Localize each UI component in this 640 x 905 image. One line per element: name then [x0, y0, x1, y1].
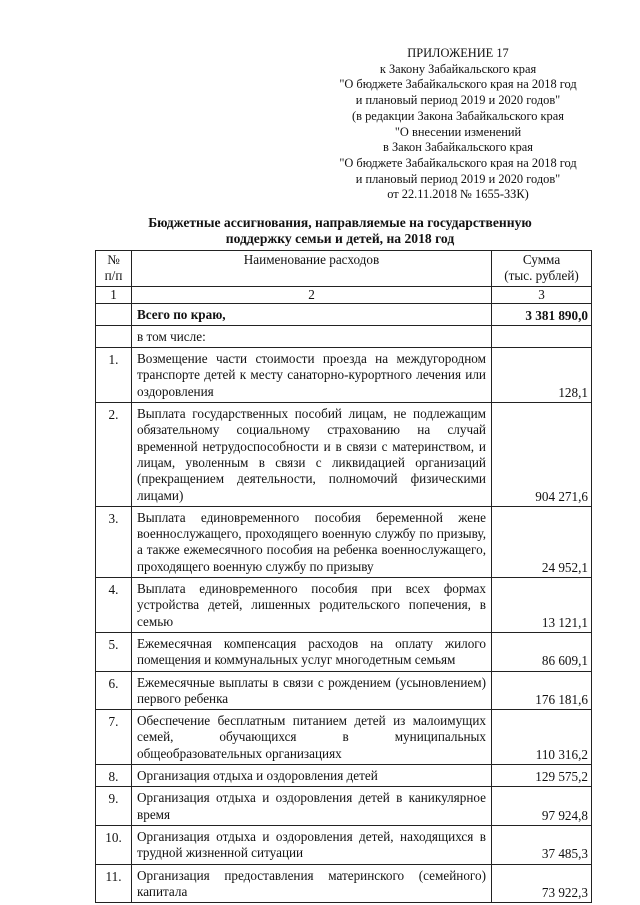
row-number: 9. [96, 787, 132, 826]
row-name: Организация отдыха и оздоровления детей [132, 765, 492, 787]
row-sum: 904 271,6 [492, 403, 592, 507]
row-number: 5. [96, 632, 132, 671]
row-sum: 37 485,3 [492, 825, 592, 864]
table-row [96, 506, 592, 577]
row-number: 6. [96, 671, 132, 710]
row-name: Организация отдыха и оздоровления детей в каникулярное время [132, 787, 492, 826]
column-header-number: № п/п [96, 251, 132, 287]
row-sum: 129 575,2 [492, 765, 592, 787]
row-sum: 73 922,3 [492, 864, 592, 903]
row-number: 4. [96, 578, 132, 633]
column-index: 1 [96, 286, 132, 303]
header-line: "О бюджете Забайкальского края на 2018 год [339, 155, 577, 170]
document-title [100, 215, 580, 247]
row-name: Обеспечение бесплатным питанием детей из малоимущих семей, обучающихся в муниципальных общеобразовательных организациях [132, 710, 492, 765]
header-line: от 22.11.2018 № 1655-ЗЗК) [387, 187, 529, 202]
row-sum: 128,1 [492, 348, 592, 403]
header-line: ПРИЛОЖЕНИЕ 17 [407, 46, 509, 60]
header-line: (в редакции Закона Забайкальского края [352, 108, 564, 123]
column-index: 2 [132, 286, 492, 303]
header-line: "О бюджете Забайкальского края на 2018 год [339, 77, 577, 92]
row-name: Возмещение части стоимости проезда на междугородном транспорте детей к месту санаторно-курортного лечения или оздоровления [132, 348, 492, 403]
header-line: к Закону Забайкальского края [379, 61, 537, 76]
column-header-sum: Сумма (тыс. рублей) [492, 251, 592, 287]
row-number: 8. [96, 765, 132, 787]
row-sum: 13 121,1 [492, 578, 592, 633]
header-line: в Закон Забайкальского края [383, 140, 533, 155]
title-line: поддержку семьи и детей, на 2018 год [225, 231, 455, 246]
table-row [96, 710, 592, 765]
appendix-header [318, 46, 598, 203]
including-label: в том числе: [132, 325, 492, 347]
row-number: 7. [96, 710, 132, 765]
row-number [96, 303, 132, 325]
column-index-row [96, 286, 592, 303]
column-index: 3 [492, 286, 592, 303]
row-sum: 97 924,8 [492, 787, 592, 826]
table-row [96, 765, 592, 787]
row-name: Организация отдыха и оздоровления детей, находящихся в трудной жизненной ситуации [132, 825, 492, 864]
total-label: Всего по краю, [132, 303, 492, 325]
table-row [96, 825, 592, 864]
row-number: 3. [96, 506, 132, 577]
table-row [96, 864, 592, 903]
row-name: Выплата единовременного пособия при всех формах устройства детей, лишенных родительского попечения, в семью [132, 578, 492, 633]
row-name: Ежемесячные выплаты в связи с рождением (усыновлением) первого ребенка [132, 671, 492, 710]
row-name: Выплата государственных пособий лицам, не подлежащим обязательному социальному страхованию на случай временной нетрудоспособности и в связи с материнством, и лицам, уволенным в связи с ликвидацией организаций (прекращением деятельности, полномочий физическими лицами) [132, 403, 492, 507]
row-name: Организация предоставления материнского (семейного) капитала [132, 864, 492, 903]
header-line: и плановый период 2019 и 2020 годов" [355, 171, 561, 186]
row-sum: 176 181,6 [492, 671, 592, 710]
title-line: Бюджетные ассигнования, направляемые на государственную [148, 215, 532, 230]
header-line: "О внесении изменений [394, 124, 522, 139]
header-line: и плановый период 2019 и 2020 годов" [355, 93, 561, 108]
row-name: Ежемесячная компенсация расходов на оплату жилого помещения и коммунальных услуг многодетным семьям [132, 632, 492, 671]
row-number [96, 325, 132, 347]
row-number: 1. [96, 348, 132, 403]
table-row [96, 632, 592, 671]
table-row [96, 578, 592, 633]
row-name: Выплата единовременного пособия беременной жене военнослужащего, проходящего военную службу по призыву, а также ежемесячного пособия на ребенка военнослужащего, проходящего военную службу по призыву [132, 506, 492, 577]
row-sum [492, 325, 592, 347]
table-row [96, 671, 592, 710]
table-header-row [96, 251, 592, 287]
table-row [96, 403, 592, 507]
table-row [96, 787, 592, 826]
allocations-table [95, 250, 592, 903]
row-number: 10. [96, 825, 132, 864]
total-value: 3 381 890,0 [492, 303, 592, 325]
column-header-name: Наименование расходов [132, 251, 492, 287]
including-row [96, 325, 592, 347]
total-row [96, 303, 592, 325]
row-sum: 86 609,1 [492, 632, 592, 671]
row-sum: 24 952,1 [492, 506, 592, 577]
table-row [96, 348, 592, 403]
row-number: 11. [96, 864, 132, 903]
row-number: 2. [96, 403, 132, 507]
row-sum: 110 316,2 [492, 710, 592, 765]
